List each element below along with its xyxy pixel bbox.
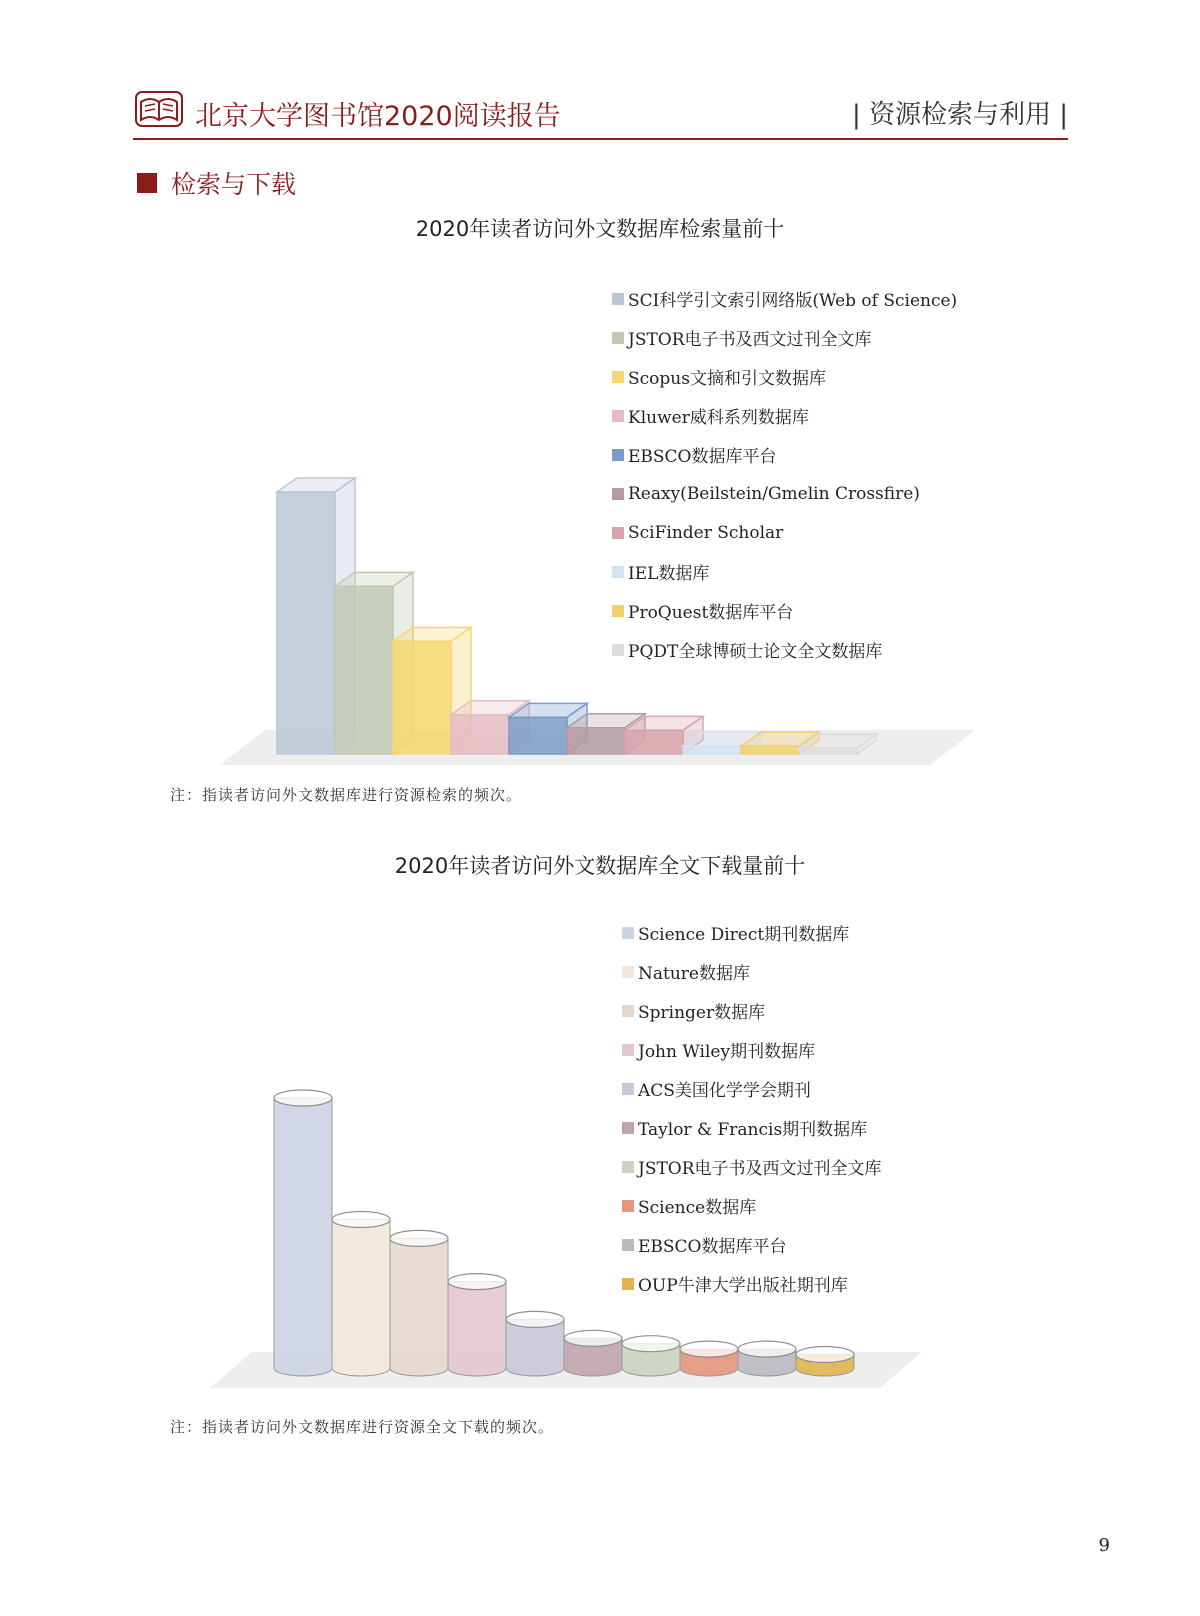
chart1-legend-label: IEL数据库 [628,564,710,584]
chart2-legend-swatch [622,1044,634,1056]
chart1-legend-item [612,396,957,435]
chart1-legend-label: PQDT全球博硕士论文全文数据库 [628,642,883,662]
chart1-legend-label: SCI科学引文索引网络版(Web of Science) [628,291,958,311]
chart2-legend-swatch [622,1200,634,1212]
chart2-legend-swatch [622,1005,634,1017]
chart2-legend-label: JSTOR电子书及西文过刊全文库 [638,1159,882,1179]
chart1-legend-swatch [612,566,624,578]
chart1-legend-swatch [612,332,624,344]
chart2-bar [332,1212,390,1377]
chart2-bar [622,1336,680,1376]
chart2-note: 注：指读者访问外文数据库进行资源全文下载的频次。 [170,1418,555,1436]
chart1-legend-item [612,552,957,591]
chart2-legend-label: EBSCO数据库平台 [638,1237,787,1257]
chart2-legend-label: Science数据库 [638,1198,757,1218]
chart2-legend-swatch [622,1278,634,1290]
chart2-bar [274,1090,332,1376]
chart2-legend-label: ACS美国化学学会期刊 [638,1081,811,1101]
chart2-legend-item [622,1225,882,1264]
chart2-bar [390,1230,448,1376]
chart2-legend-label: Springer数据库 [638,1003,766,1023]
page-header [133,88,1068,140]
chart1-legend-swatch [612,371,624,383]
chart1-legend-item [612,513,957,552]
chart1-legend [612,279,957,669]
chart1-legend-item [612,630,957,669]
chart1-legend-item [612,435,957,474]
chart2-legend [622,913,882,1303]
chart2-bar [796,1347,854,1377]
section-title: 检索与下载 [171,170,297,199]
chart1-legend-item [612,318,957,357]
chart2-bar [506,1311,564,1376]
chart2-legend-item [622,913,882,952]
library-logo-icon [135,90,183,128]
chart2-legend-item [622,1108,882,1147]
chart2-legend-swatch [622,966,634,978]
chart2-legend-label: John Wiley期刊数据库 [638,1042,816,1062]
chart1-legend-swatch [612,605,624,617]
chart1-legend-item [612,591,957,630]
chart2-legend-item [622,991,882,1030]
section-square-icon [137,173,157,193]
chart2-legend-item [622,1264,882,1303]
chart1-note: 注：指读者访问外文数据库进行资源检索的频次。 [170,786,523,804]
chart2-legend-swatch [622,1083,634,1095]
chart1-legend-swatch [612,527,624,539]
section-label: | 资源检索与利用 | [851,100,1068,130]
chart2-legend-item [622,1030,882,1069]
page-number: 9 [1098,1535,1110,1556]
chart1-legend-item [612,279,957,318]
chart2-legend-item [622,1186,882,1225]
chart1-legend-swatch [612,293,624,305]
chart1-legend-swatch [612,644,624,656]
report-title: 北京大学图书馆2020阅读报告 [195,101,561,132]
chart2-legend-item [622,1069,882,1108]
chart1-legend-item [612,474,957,513]
chart2-legend-swatch [622,927,634,939]
chart2-legend-item [622,1147,882,1186]
chart2-bar [564,1330,622,1376]
chart2-legend-item [622,952,882,991]
chart1-legend-label: ProQuest数据库平台 [628,603,794,623]
chart1-legend-label: Reaxy(Beilstein/Gmelin Crossfire) [628,483,920,504]
chart1-legend-swatch [612,410,624,422]
chart1-legend-swatch [612,488,624,500]
chart2-legend-swatch [622,1161,634,1173]
chart2-title: 2020年读者访问外文数据库全文下载量前十 [394,854,806,878]
chart1-legend-label: JSTOR电子书及西文过刊全文库 [628,330,872,350]
chart2-legend-swatch [622,1239,634,1251]
chart2-legend-label: OUP牛津大学出版社期刊库 [638,1276,848,1296]
chart2-legend-label: Taylor & Francis期刊数据库 [638,1120,868,1140]
chart1-legend-swatch [612,449,624,461]
chart1-legend-item [612,357,957,396]
chart1-title: 2020年读者访问外文数据库检索量前十 [415,217,785,241]
chart1-legend-label: Kluwer威科系列数据库 [628,408,809,428]
section-heading [137,166,296,200]
chart2-legend-label: Science Direct期刊数据库 [638,925,850,945]
chart2-bar [680,1341,738,1376]
chart1-legend-label: Scopus文摘和引文数据库 [628,369,826,389]
chart2-bar [738,1341,796,1376]
chart2-legend-swatch [622,1122,634,1134]
chart2-legend-label: Nature数据库 [638,964,750,984]
chart1-legend-label: EBSCO数据库平台 [628,447,777,467]
chart2-bar [448,1274,506,1376]
chart1-legend-label: SciFinder Scholar [628,522,784,543]
